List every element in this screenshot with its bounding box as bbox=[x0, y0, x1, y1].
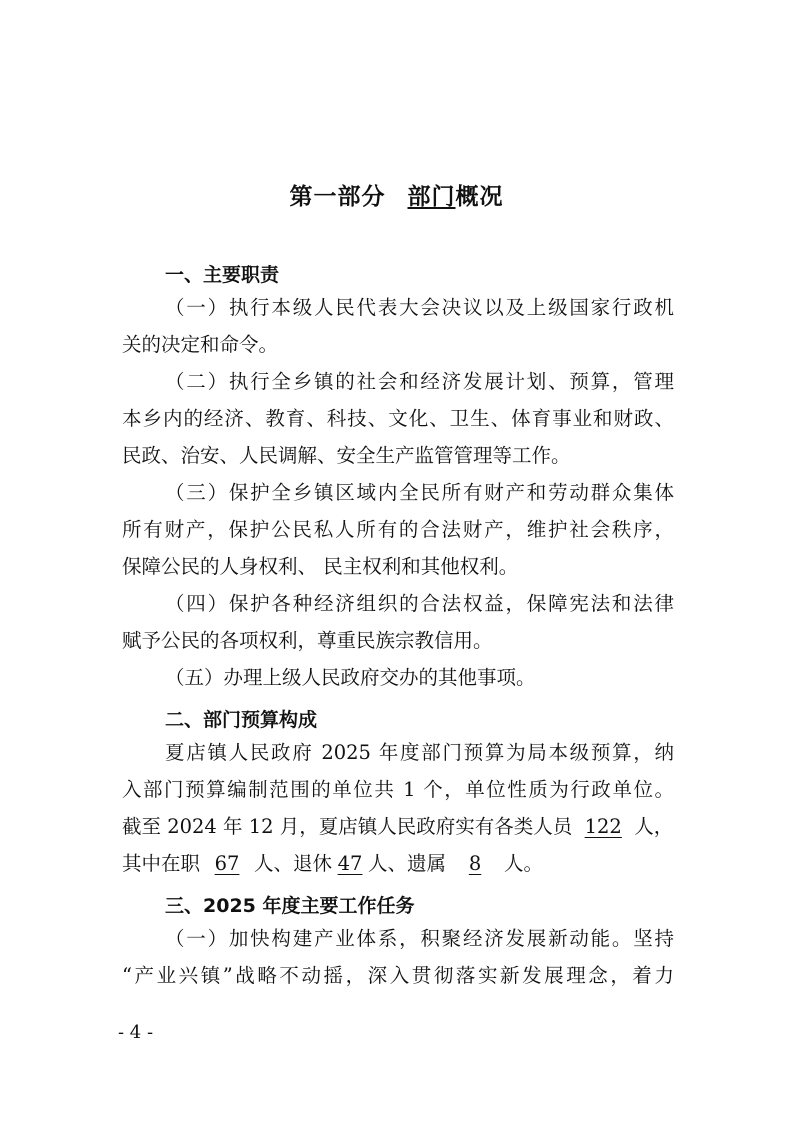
duty-2-line-3: 民政、治安、人民调解、安全生产监管管理等工作。 bbox=[122, 444, 571, 467]
section-heading-tasks: 三、2025 年度主要工作任务 bbox=[165, 895, 415, 917]
budget-line-4-suffix: 人。 bbox=[504, 852, 544, 875]
tasks-line-2: “产业兴镇”战略不动摇，深入贯彻落实新发展理念，着力 bbox=[122, 964, 674, 987]
budget-line-1: 夏店镇人民政府 2025 年度部门预算为局本级预算，纳 bbox=[165, 741, 674, 764]
duty-3-line-1: （三）保护全乡镇区域内全民所有财产和劳动群众集体 bbox=[165, 481, 674, 504]
duty-5-line-1: （五）办理上级人民政府交办的其他事项。 bbox=[165, 666, 536, 689]
duty-1-line-2: 关的决定和命令。 bbox=[122, 333, 279, 356]
staff-total-value: 122 bbox=[584, 815, 622, 838]
budget-line-3-suffix: 人， bbox=[634, 815, 674, 838]
budget-line-4 bbox=[122, 852, 543, 876]
retired-label: 人、退休 bbox=[254, 852, 333, 875]
retired-staff-value: 47 bbox=[337, 852, 363, 875]
duty-4-line-2: 赋予公民的各项权利，尊重民族宗教信用。 bbox=[122, 629, 493, 652]
page-title bbox=[0, 178, 793, 211]
duty-2-line-1: （二）执行全乡镇的社会和经济发展计划、预算，管理 bbox=[165, 370, 674, 393]
section-heading-duties: 一、主要职责 bbox=[165, 264, 280, 286]
duty-3-line-3: 保障公民的人身权利、 民主权利和其他权利。 bbox=[122, 555, 519, 578]
survivors-label: 人、遗属 bbox=[368, 852, 447, 875]
survivors-value: 8 bbox=[468, 852, 482, 875]
active-label: 其中在职 bbox=[122, 852, 201, 875]
tasks-line-1: （一）加快构建产业体系，积聚经济发展新动能。坚持 bbox=[165, 927, 674, 950]
duty-4-line-1: （四）保护各种经济组织的合法权益，保障宪法和法律 bbox=[165, 592, 674, 615]
budget-line-3-text: 截至 2024 年 12 月，夏店镇人民政府实有各类人员 bbox=[122, 815, 573, 838]
budget-line-3 bbox=[122, 815, 673, 839]
title-part: 第一部分 bbox=[289, 184, 386, 210]
duty-2-line-2: 本乡内的经济、教育、科技、文化、卫生、体育事业和财政、 bbox=[122, 407, 674, 430]
section-heading-budget: 二、部门预算构成 bbox=[165, 709, 318, 731]
title-name-underlined: 部门 bbox=[407, 184, 456, 210]
active-staff-value: 67 bbox=[214, 852, 240, 875]
duty-1-line-1: （一）执行本级人民代表大会决议以及上级国家行政机 bbox=[165, 296, 674, 319]
budget-line-2: 入部门预算编制范围的单位共 1 个，单位性质为行政单位。 bbox=[122, 778, 674, 801]
duty-3-line-2: 所有财产，保护公民私人所有的合法财产，维护社会秩序， bbox=[122, 518, 674, 541]
title-name-rest: 概况 bbox=[455, 184, 504, 210]
page-number: - 4 - bbox=[118, 1022, 154, 1043]
